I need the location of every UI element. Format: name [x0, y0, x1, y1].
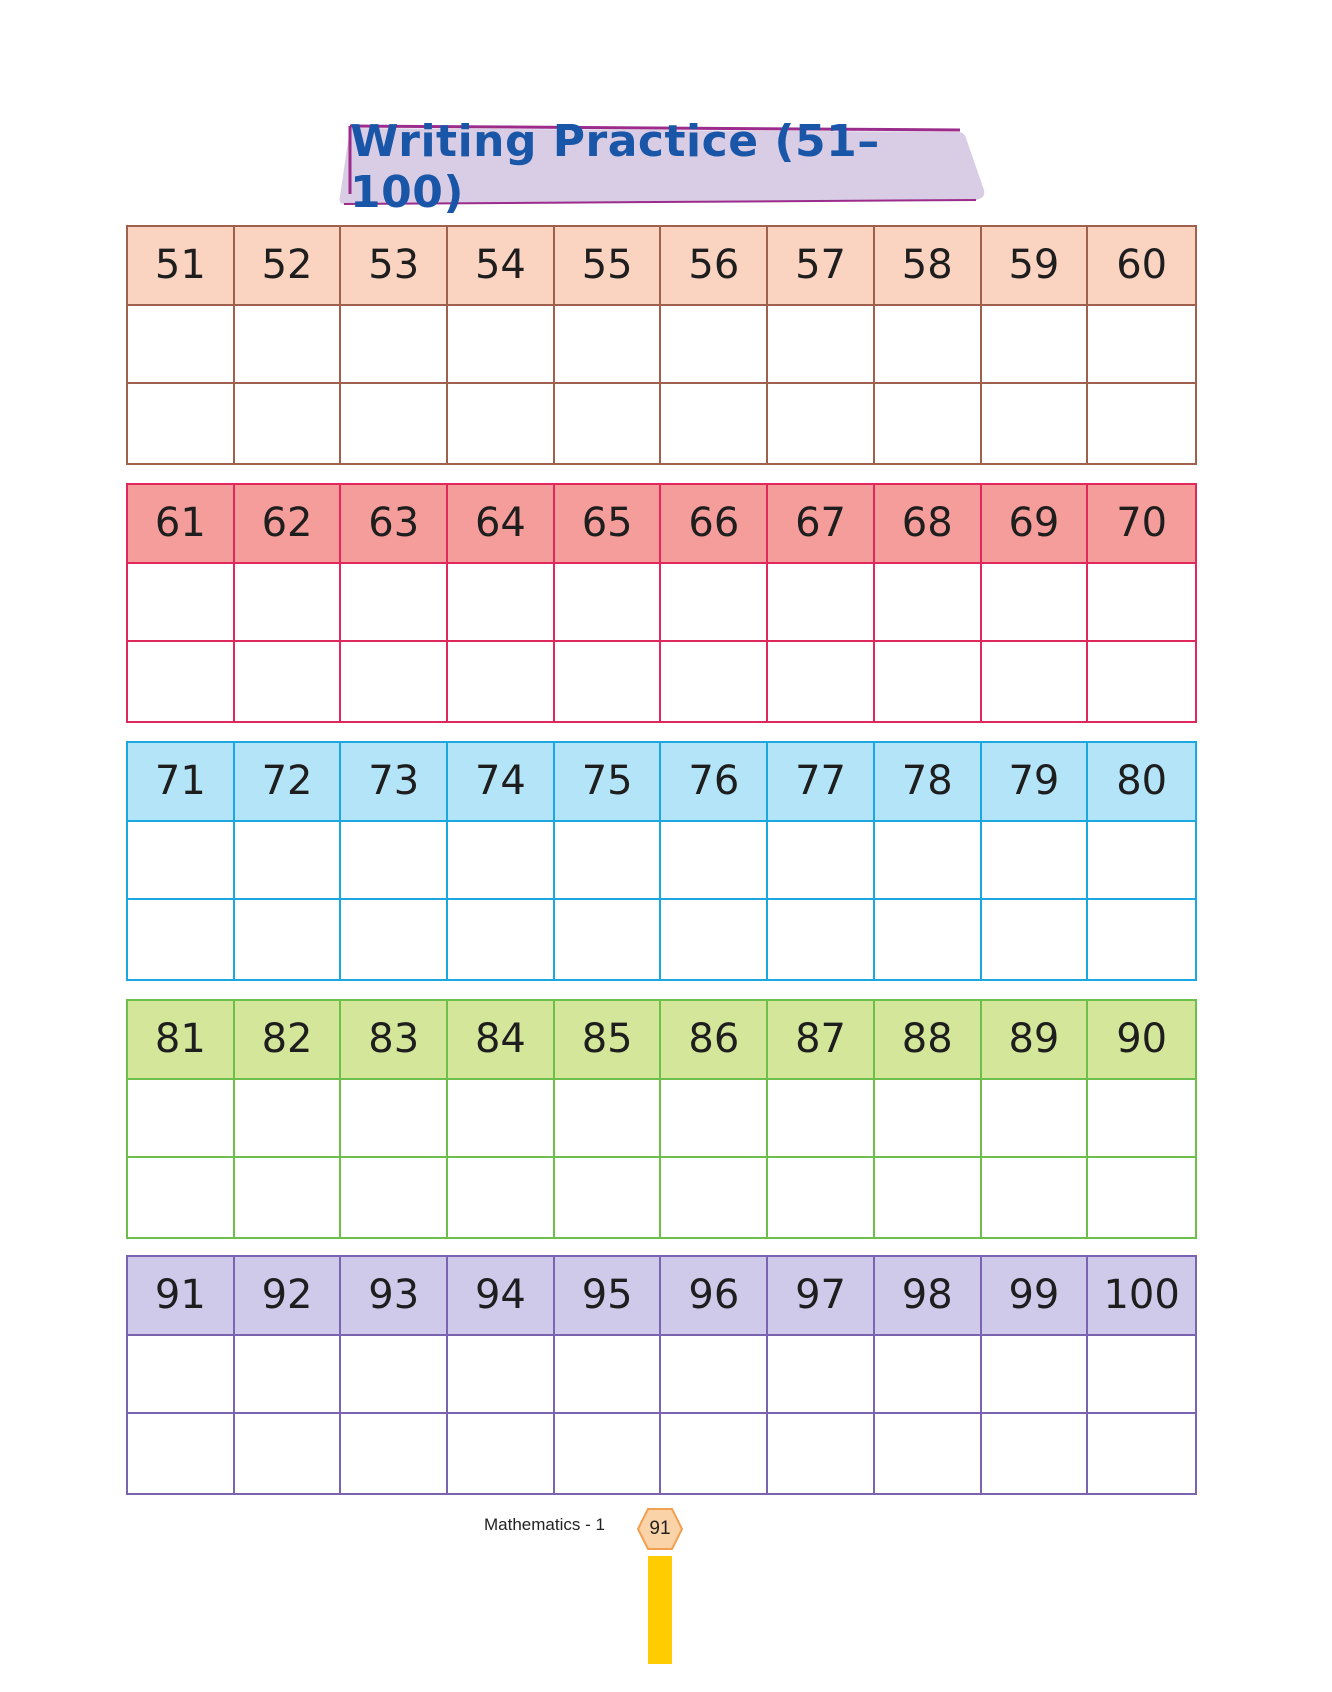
- writing-box[interactable]: [982, 1336, 1089, 1415]
- writing-box[interactable]: [128, 384, 235, 463]
- writing-box[interactable]: [661, 1414, 768, 1493]
- writing-box[interactable]: [235, 642, 342, 721]
- writing-box[interactable]: [768, 1414, 875, 1493]
- writing-box[interactable]: [341, 1414, 448, 1493]
- writing-box[interactable]: [448, 1080, 555, 1159]
- writing-box[interactable]: [235, 384, 342, 463]
- writing-box[interactable]: [555, 306, 662, 385]
- writing-box[interactable]: [661, 1080, 768, 1159]
- page-number-badge: [636, 1507, 684, 1551]
- writing-box[interactable]: [661, 900, 768, 979]
- writing-box[interactable]: [235, 1158, 342, 1237]
- number-cell: 53: [341, 227, 448, 306]
- writing-box[interactable]: [555, 1158, 662, 1237]
- writing-box[interactable]: [768, 384, 875, 463]
- writing-box[interactable]: [768, 900, 875, 979]
- writing-box[interactable]: [875, 1336, 982, 1415]
- writing-box[interactable]: [1088, 642, 1195, 721]
- writing-box[interactable]: [875, 1080, 982, 1159]
- page-title: Writing Practice (51–100): [350, 116, 880, 218]
- writing-box[interactable]: [1088, 306, 1195, 385]
- writing-box[interactable]: [235, 900, 342, 979]
- number-cell: 78: [875, 743, 982, 822]
- writing-box[interactable]: [128, 564, 235, 643]
- number-cell: 76: [661, 743, 768, 822]
- writing-box[interactable]: [875, 822, 982, 901]
- writing-box[interactable]: [341, 822, 448, 901]
- writing-box[interactable]: [875, 564, 982, 643]
- writing-box[interactable]: [235, 564, 342, 643]
- number-cell: 92: [235, 1257, 342, 1336]
- number-cell: 75: [555, 743, 662, 822]
- writing-box[interactable]: [661, 1158, 768, 1237]
- writing-box[interactable]: [1088, 822, 1195, 901]
- number-cell: 57: [768, 227, 875, 306]
- number-cell: 90: [1088, 1001, 1195, 1080]
- writing-box[interactable]: [875, 384, 982, 463]
- number-cell: 60: [1088, 227, 1195, 306]
- number-cell: 84: [448, 1001, 555, 1080]
- number-cell: 52: [235, 227, 342, 306]
- writing-box[interactable]: [661, 1336, 768, 1415]
- number-cell: 74: [448, 743, 555, 822]
- writing-box[interactable]: [341, 1336, 448, 1415]
- writing-box[interactable]: [555, 900, 662, 979]
- writing-box[interactable]: [768, 1336, 875, 1415]
- writing-box[interactable]: [982, 1158, 1089, 1237]
- grid-51-60: [126, 225, 1197, 465]
- number-cell: 58: [875, 227, 982, 306]
- number-cell: 54: [448, 227, 555, 306]
- number-cell: 97: [768, 1257, 875, 1336]
- number-cell: 56: [661, 227, 768, 306]
- number-cell: 86: [661, 1001, 768, 1080]
- number-cell: 68: [875, 485, 982, 564]
- writing-box[interactable]: [982, 822, 1089, 901]
- writing-box[interactable]: [982, 564, 1089, 643]
- number-cell: 71: [128, 743, 235, 822]
- writing-box[interactable]: [448, 564, 555, 643]
- number-cell: 82: [235, 1001, 342, 1080]
- number-cell: 81: [128, 1001, 235, 1080]
- writing-box[interactable]: [128, 642, 235, 721]
- writing-box[interactable]: [128, 900, 235, 979]
- number-cell: 59: [982, 227, 1089, 306]
- title-banner: [338, 116, 986, 218]
- writing-box[interactable]: [768, 822, 875, 901]
- number-cell: 98: [875, 1257, 982, 1336]
- writing-box[interactable]: [128, 822, 235, 901]
- writing-box[interactable]: [661, 822, 768, 901]
- grid-71-80: [126, 741, 1197, 981]
- writing-box[interactable]: [982, 384, 1089, 463]
- writing-box[interactable]: [1088, 900, 1195, 979]
- writing-box[interactable]: [448, 1336, 555, 1415]
- writing-box[interactable]: [555, 1336, 662, 1415]
- number-cell: 94: [448, 1257, 555, 1336]
- writing-box[interactable]: [555, 384, 662, 463]
- number-cell: 91: [128, 1257, 235, 1336]
- writing-box[interactable]: [341, 1158, 448, 1237]
- writing-box[interactable]: [982, 1414, 1089, 1493]
- number-cell: 96: [661, 1257, 768, 1336]
- number-cell: 100: [1088, 1257, 1195, 1336]
- writing-box[interactable]: [341, 1080, 448, 1159]
- number-cell: 62: [235, 485, 342, 564]
- writing-box[interactable]: [875, 1414, 982, 1493]
- writing-box[interactable]: [982, 900, 1089, 979]
- number-cell: 66: [661, 485, 768, 564]
- writing-box[interactable]: [875, 900, 982, 979]
- writing-box[interactable]: [448, 306, 555, 385]
- writing-box[interactable]: [128, 1080, 235, 1159]
- writing-box[interactable]: [128, 1336, 235, 1415]
- writing-box[interactable]: [448, 642, 555, 721]
- writing-box[interactable]: [555, 1080, 662, 1159]
- writing-box[interactable]: [982, 642, 1089, 721]
- writing-box[interactable]: [128, 306, 235, 385]
- writing-box[interactable]: [661, 384, 768, 463]
- writing-box[interactable]: [555, 642, 662, 721]
- writing-box[interactable]: [128, 1414, 235, 1493]
- grid-61-70: [126, 483, 1197, 723]
- writing-box[interactable]: [982, 1080, 1089, 1159]
- number-cell: 88: [875, 1001, 982, 1080]
- writing-box[interactable]: [341, 564, 448, 643]
- writing-box[interactable]: [982, 306, 1089, 385]
- writing-box[interactable]: [1088, 1080, 1195, 1159]
- number-cell: 95: [555, 1257, 662, 1336]
- writing-box[interactable]: [341, 642, 448, 721]
- writing-box[interactable]: [661, 306, 768, 385]
- decorative-yellow-bar: [648, 1556, 672, 1664]
- number-cell: 83: [341, 1001, 448, 1080]
- writing-box[interactable]: [341, 384, 448, 463]
- number-cell: 61: [128, 485, 235, 564]
- number-cell: 51: [128, 227, 235, 306]
- writing-box[interactable]: [1088, 564, 1195, 643]
- number-cell: 77: [768, 743, 875, 822]
- writing-box[interactable]: [768, 642, 875, 721]
- writing-box[interactable]: [875, 642, 982, 721]
- writing-box[interactable]: [448, 1158, 555, 1237]
- number-cell: 65: [555, 485, 662, 564]
- writing-box[interactable]: [875, 1158, 982, 1237]
- writing-box[interactable]: [341, 900, 448, 979]
- writing-box[interactable]: [555, 822, 662, 901]
- writing-box[interactable]: [341, 306, 448, 385]
- number-cell: 67: [768, 485, 875, 564]
- number-cell: 85: [555, 1001, 662, 1080]
- writing-box[interactable]: [1088, 1158, 1195, 1237]
- writing-box[interactable]: [1088, 384, 1195, 463]
- writing-box[interactable]: [768, 306, 875, 385]
- grid-81-90: [126, 999, 1197, 1239]
- number-cell: 87: [768, 1001, 875, 1080]
- writing-box[interactable]: [128, 1158, 235, 1237]
- writing-box[interactable]: [235, 306, 342, 385]
- writing-box[interactable]: [555, 564, 662, 643]
- writing-box[interactable]: [235, 1414, 342, 1493]
- writing-box[interactable]: [768, 1080, 875, 1159]
- writing-box[interactable]: [661, 642, 768, 721]
- number-cell: 73: [341, 743, 448, 822]
- writing-box[interactable]: [1088, 1336, 1195, 1415]
- writing-box[interactable]: [235, 822, 342, 901]
- writing-box[interactable]: [555, 1414, 662, 1493]
- number-cell: 72: [235, 743, 342, 822]
- writing-box[interactable]: [768, 564, 875, 643]
- number-cell: 79: [982, 743, 1089, 822]
- writing-box[interactable]: [661, 564, 768, 643]
- writing-box[interactable]: [235, 1080, 342, 1159]
- number-cell: 99: [982, 1257, 1089, 1336]
- number-cell: 69: [982, 485, 1089, 564]
- number-cell: 93: [341, 1257, 448, 1336]
- number-cell: 55: [555, 227, 662, 306]
- writing-box[interactable]: [1088, 1414, 1195, 1493]
- page-number: 91: [649, 1518, 671, 1539]
- footer-subject-label: Mathematics - 1: [484, 1515, 605, 1534]
- number-cell: 89: [982, 1001, 1089, 1080]
- writing-box[interactable]: [235, 1336, 342, 1415]
- writing-box[interactable]: [448, 822, 555, 901]
- grid-91-100: [126, 1255, 1197, 1495]
- number-cell: 70: [1088, 485, 1195, 564]
- writing-box[interactable]: [875, 306, 982, 385]
- writing-box[interactable]: [448, 900, 555, 979]
- number-cell: 80: [1088, 743, 1195, 822]
- number-cell: 63: [341, 485, 448, 564]
- writing-box[interactable]: [448, 1414, 555, 1493]
- number-cell: 64: [448, 485, 555, 564]
- writing-box[interactable]: [448, 384, 555, 463]
- writing-box[interactable]: [768, 1158, 875, 1237]
